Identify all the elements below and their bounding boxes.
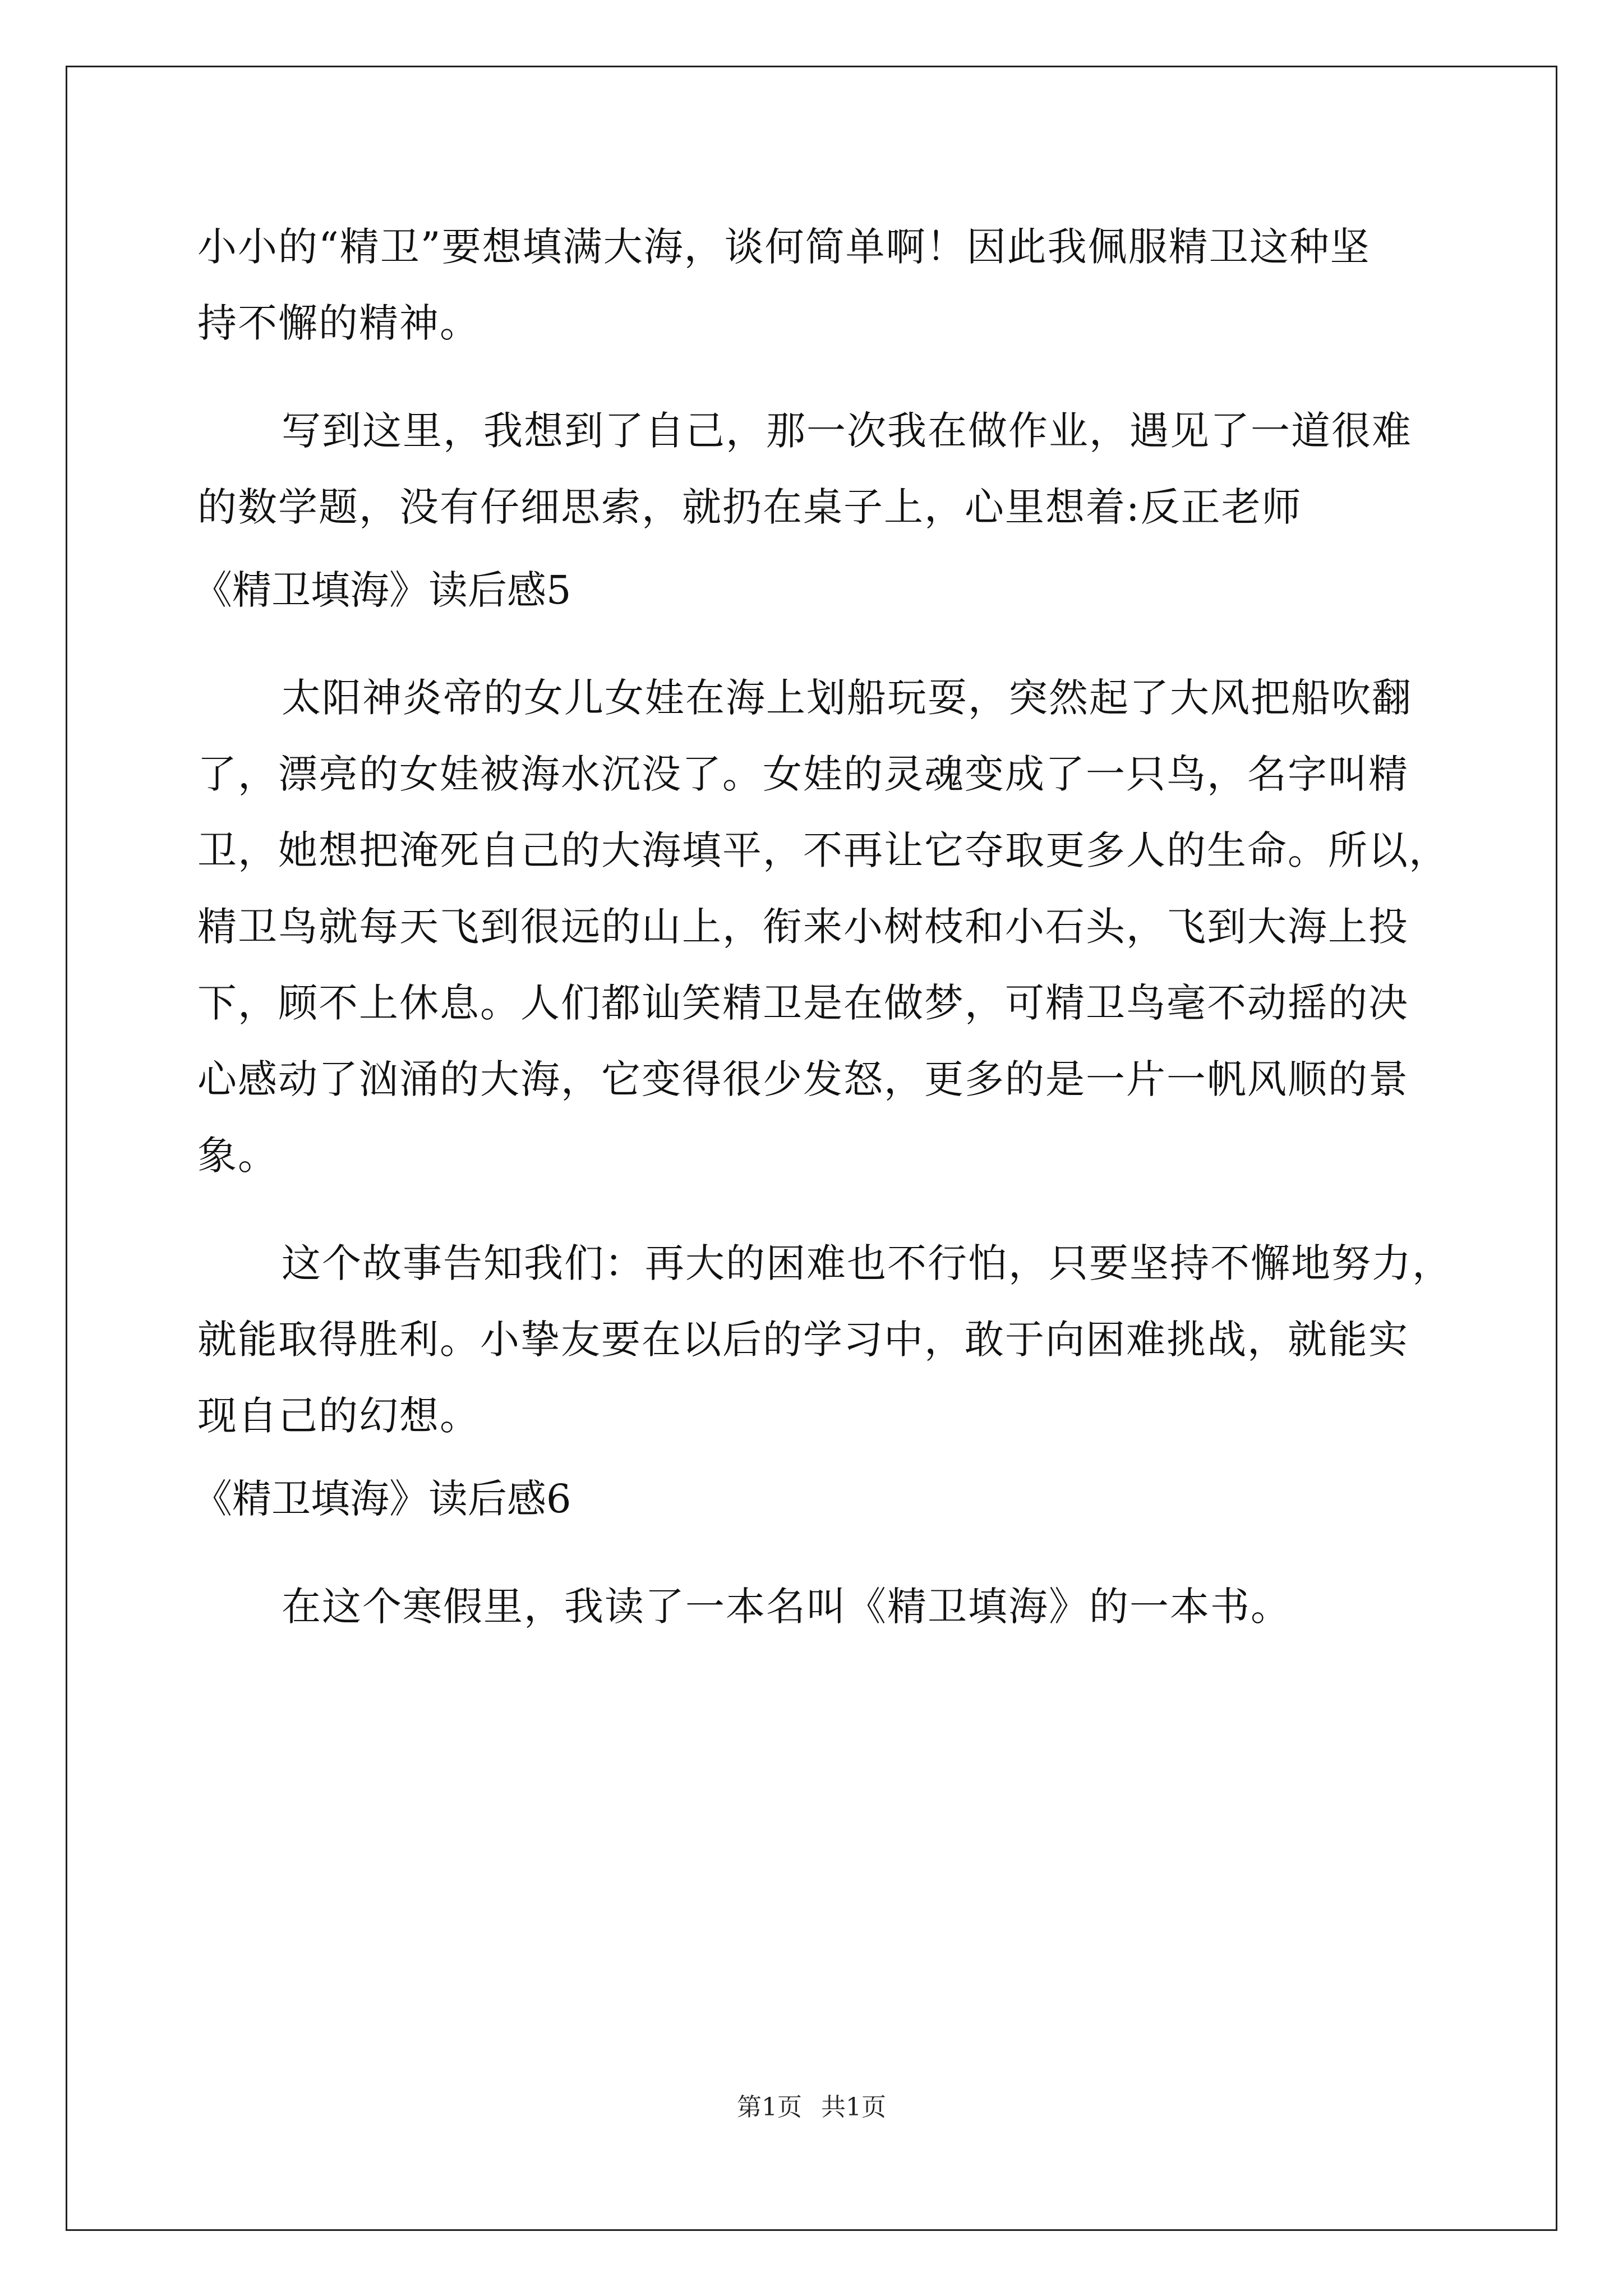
page-number-current: 第1页 (737, 2093, 802, 2122)
text-line: 心感动了汹涌的大海，它变得很少发怒，更多的是一片一帆风顺的景 (197, 1056, 1409, 1102)
page-number-total: 共1页 (821, 2093, 886, 2122)
document-body (193, 209, 1453, 1645)
paragraph-start: 在这个寒假里，我读了一本名叫《精卫填海》的一本书。 (282, 1584, 1291, 1630)
text-line: 小小的“精卫”要想填满大海，谈何简单啊！因此我佩服精卫这种坚 (197, 224, 1371, 270)
text-line: 象。 (197, 1133, 278, 1179)
section-heading: 《精卫填海》读后感5 (193, 567, 571, 613)
paragraph-start: 写到这里，我想到了自己，那一次我在做作业，遇见了一道很难 (282, 408, 1412, 454)
text-line: 精卫鸟就每天飞到很远的山上，衔来小树枝和小石头，飞到大海上投 (197, 904, 1409, 950)
text-line: 持不懈的精神。 (197, 300, 480, 346)
text-line: 就能取得胜利。小挚友要在以后的学习中，敢于向困难挑战，就能实 (197, 1317, 1409, 1363)
text-line: 卫，她想把淹死自己的大海填平，不再让它夺取更多人的生命。所以， (197, 827, 1449, 873)
paragraph-start: 这个故事告知我们：再大的困难也不行怕，只要坚持不懈地努力， (282, 1240, 1453, 1286)
text-line: 的数学题，没有仔细思索，就扔在桌子上，心里想着:反正老师 (197, 484, 1302, 530)
text-line: 下，顾不上休息。人们都讪笑精卫是在做梦，可精卫鸟毫不动摇的决 (197, 980, 1409, 1026)
section-heading: 《精卫填海》读后感6 (193, 1476, 571, 1522)
page-footer (0, 2087, 1623, 2123)
paragraph-start: 太阳神炎帝的女儿女娃在海上划船玩耍，突然起了大风把船吹翻 (282, 675, 1412, 721)
text-line: 现自己的幻想。 (197, 1393, 480, 1439)
text-line: 了，漂亮的女娃被海水沉没了。女娃的灵魂变成了一只鸟，名字叫精 (197, 751, 1409, 797)
